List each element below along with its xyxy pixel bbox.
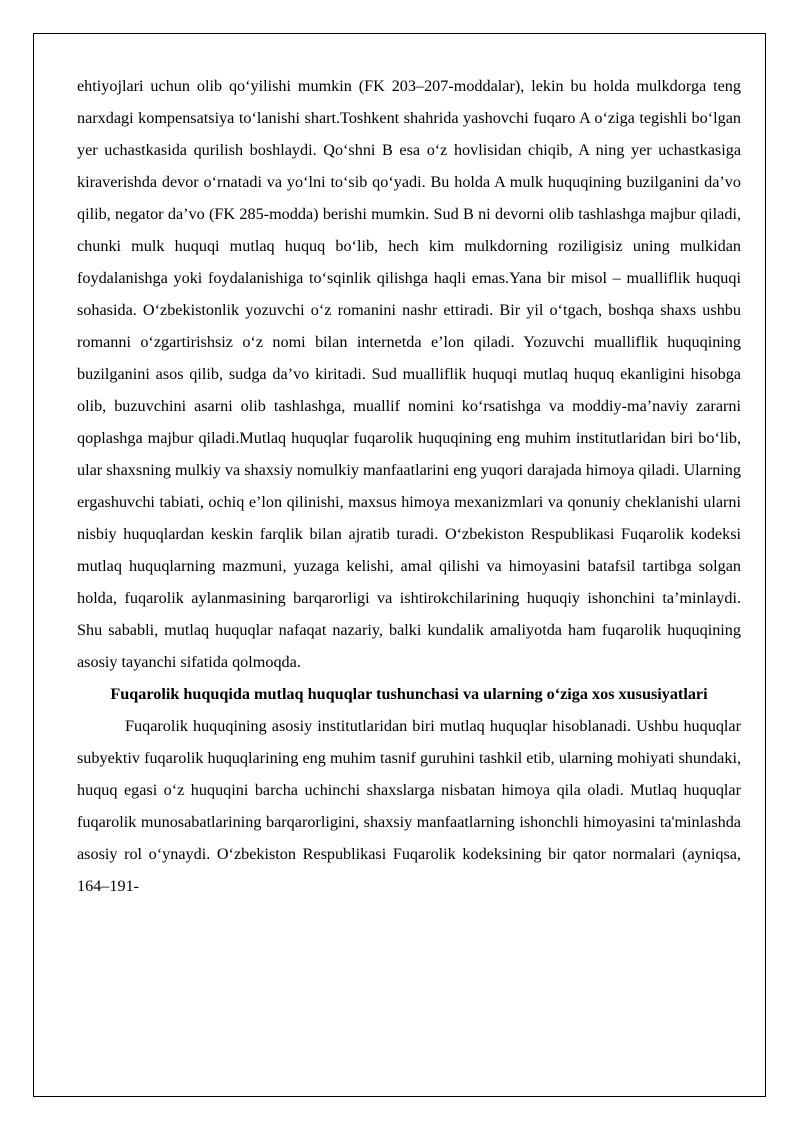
section-heading: Fuqarolik huquqida mutlaq huquqlar tushunchasi va ularning o‘ziga xos xususiyatlari [110,685,708,703]
body-paragraph: Fuqarolik huquqining asosiy institutlaridan biri mutlaq huquqlar hisoblanadi. Ushbu huquqlar subyektiv fuqarolik huquqlarining eng muhim tasnif guruhini tashkil etib, ularning mohiyati shundaki, huquq egasi o‘z huquqini barcha uchinchi shaxslarga nisbatan himoya qila oladi. Mutlaq huquqlar fuqarolik munosabatlarining barqarorligini, shaxsiy manfaatlarning ishonchli himoyasini ta'minlashda asosiy rol o‘ynaydi. O‘zbekiston Respublikasi Fuqarolik kodeksining bir qator normalari (ayniqsa, 164–191- [77,717,741,895]
body-paragraph: ehtiyojlari uchun olib qo‘yilishi mumkin (FK 203–207-moddalar), lekin bu holda mulkdorga teng narxdagi kompensatsiya to‘lanishi shart.Toshkent shahrida yashovchi fuqaro A o‘ziga tegishli bo‘lgan yer uchastkasida qurilish boshlaydi. Qo‘shni B esa o‘z hovlisidan chiqib, A ning yer uchastkasiga kiraverishda devor o‘rnatadi va yo‘lni to‘sib qo‘yadi. Bu holda A mulk huquqining buzilganini da’vo qilib, negator da’vo (FK 285-modda) berishi mumkin. Sud B ni devorni olib tashlashga majbur qiladi, chunki mulk huquqi mutlaq huquq bo‘lib, hech kim mulkdorning roziligisiz uning mulkidan foydalanishga yoki foydalanishiga to‘sqinlik qilishga haqli emas.Yana bir misol – mualliflik huquqi sohasida. O‘zbekistonlik yozuvchi o‘z romanini nashr ettiradi. Bir yil o‘tgach, boshqa shaxs ushbu romanni o‘zgartirishsiz o‘z nomi bilan internetda e’lon qiladi. Yozuvchi mualliflik huquqining buzilganini asos qilib, sudga da’vo kiritadi. Sud mualliflik huquqi mutlaq huquq ekanligini hisobga olib, buzuvchini asarni olib tashlashga, muallif nomini ko‘rsatishga va moddiy-ma’naviy zararni qoplashga majbur qiladi.Mutlaq huquqlar fuqarolik huquqining eng muhim institutlaridan biri bo‘lib, ular shaxsning mulkiy va shaxsiy nomulkiy manfaatlarini eng yuqori darajada himoya qiladi. Ularning ergashuvchi tabiati, ochiq e’lon qilinishi, maxsus himoya mexanizmlari va qonuniy cheklanishi ularni nisbiy huquqlardan keskin farqlik bilan ajratib turadi. O‘zbekiston Respublikasi Fuqarolik kodeksi mutlaq huquqlarning mazmuni, yuzaga kelishi, amal qilishi va himoyasini batafsil tartibga solgan holda, fuqarolik aylanmasining barqarorligi va ishtirokchilarining huquqiy ishonchini ta’minlaydi. Shu sababli, mutlaq huquqlar nafaqat nazariy, balki kundalik amaliyotda ham fuqarolik huquqining asosiy tayanchi sifatida qolmoqda. [77,77,741,671]
document-body [77,70,741,902]
